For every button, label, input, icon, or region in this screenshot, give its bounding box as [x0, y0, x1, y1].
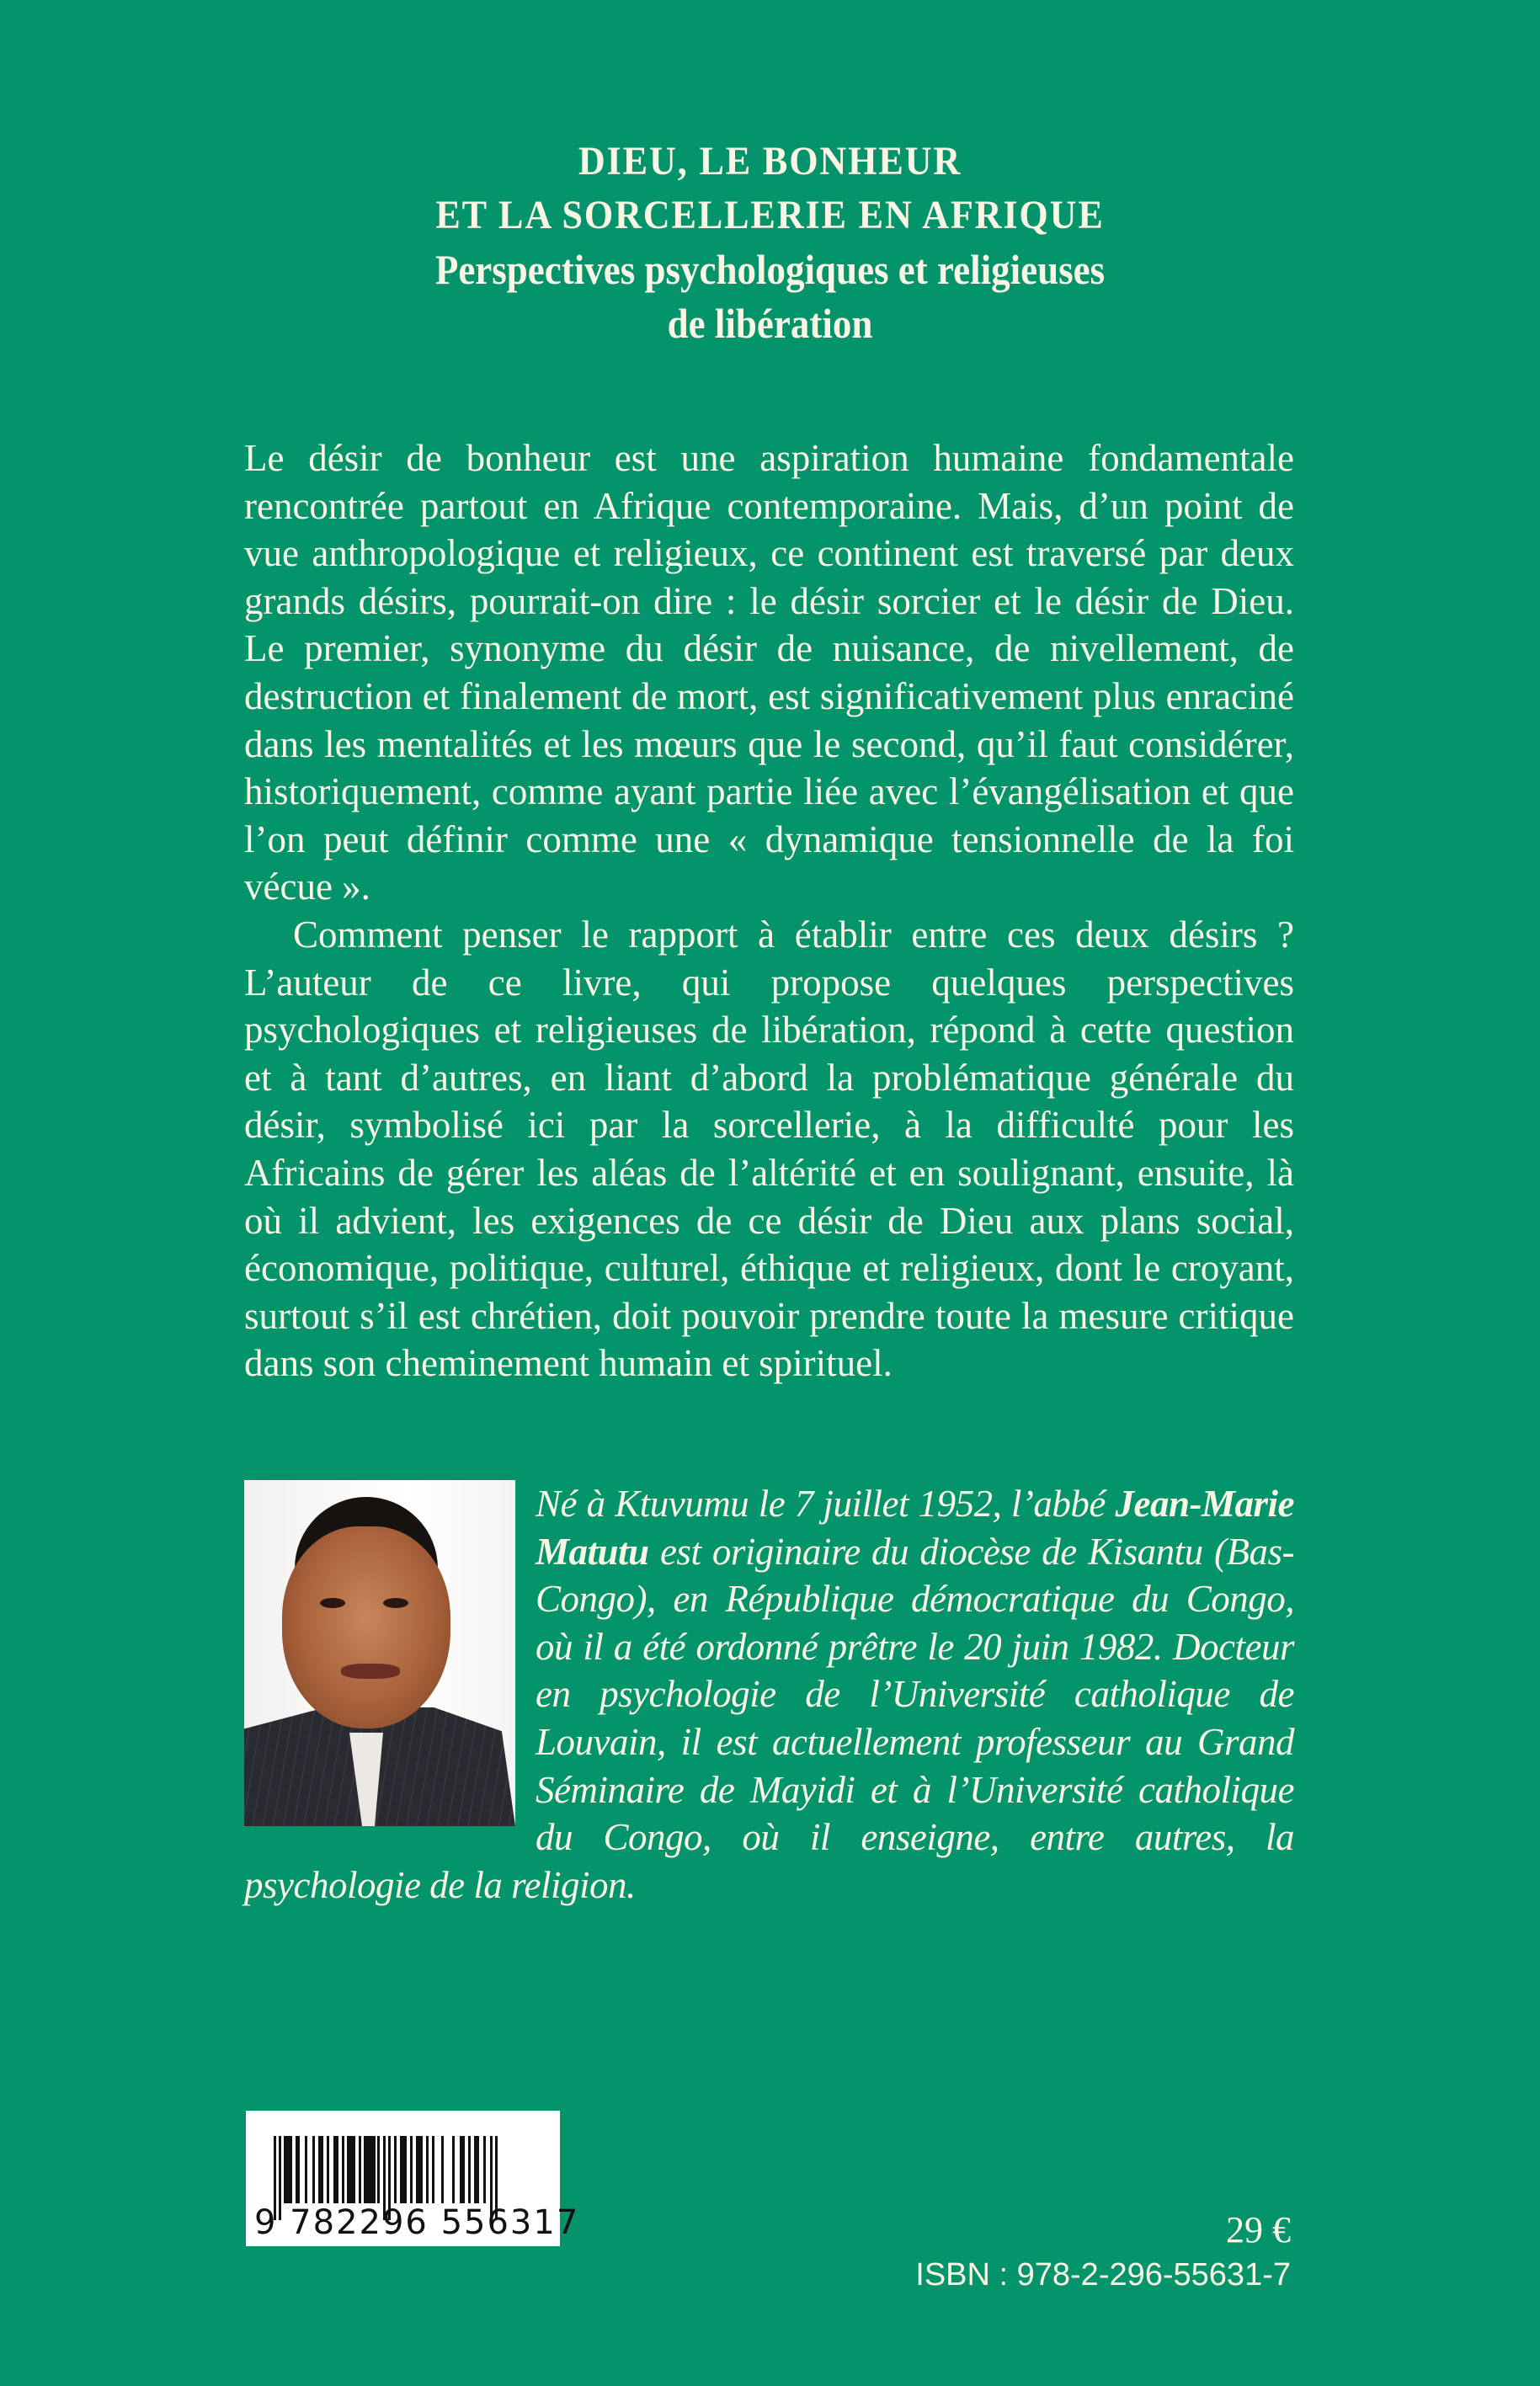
author-bio-rest: est originaire du diocèse de Kisantu (Bas-Congo), en République démocratique du Congo, où il a été ordonné prêtre le 20 juin 1982. Docteur en psychologie de l’Université catholique de Louvain, il est actuellement professeur au Grand Séminaire de Mayidi et à l’Université catholique du Congo, où il enseigne, entre autres, la psychologie de la religion. — [244, 1530, 1294, 1906]
author-photo-face — [282, 1526, 450, 1728]
book-title-block — [0, 135, 1540, 350]
isbn-number: ISBN : 978-2-296-55631-7 — [915, 2257, 1291, 2293]
isbn-barcode — [246, 2111, 580, 2246]
author-photo — [244, 1480, 515, 1826]
author-photo-eye-right — [383, 1598, 408, 1608]
price: 29 € — [1226, 2209, 1291, 2250]
barcode-digits: 9 782296 556317 — [254, 2203, 580, 2242]
author-section — [244, 1480, 1294, 1909]
author-bio-intro: Né à Ktuvumu le 7 juillet 1952, l’abbé — [536, 1483, 1116, 1525]
author-photo-eye-left — [320, 1598, 345, 1608]
blurb-paragraph-2: Comment penser le rapport à établir entre ces deux désirs ? L’auteur de ce livre, qui propose quelques perspectives psychologiques et religieuses de libération, répond à cette question et à tant d’autres, en liant d’abord la problématique générale du désir, symbolisé ici par la sorcellerie, à la difficulté pour les Africains de gérer les aléas de l’altérité et en soulignant, ensuite, là où il advient, les exigences de ce désir de Dieu aux plans social, économique, politique, culturel, éthique et religieux, dont le croyant, surtout s’il est chrétien, doit pouvoir prendre toute la mesure critique dans son cheminement humain et spirituel. — [244, 913, 1294, 1385]
back-cover-blurb — [244, 434, 1294, 1387]
author-name: Jean-Marie Matutu — [536, 1483, 1294, 1573]
book-title-line-2: ET LA SORCELLERIE EN AFRIQUE — [435, 193, 1105, 237]
book-title-line-1: DIEU, LE BONHEUR — [578, 139, 962, 184]
book-subtitle-line-1: Perspectives psychologiques et religieuses — [434, 246, 1106, 293]
book-subtitle-line-2: de libération — [667, 300, 873, 347]
author-photo-mouth — [341, 1664, 400, 1679]
blurb-paragraph-1: Le désir de bonheur est une aspiration humaine fondamentale rencontrée partout en Afrique contemporaine. Mais, d’un point de vue anthropologique et religieux, ce continent est traversé par deux grands désirs, pourrait-on dire : le désir sorcier et le désir de Dieu. Le premier, synonyme du désir de nuisance, de nivellement, de destruction et finalement de mort, est significativement plus enraciné dans les mentalités et les mœurs que le second, qu’il faut considérer, historiquement, comme ayant partie liée avec l’évangélisation et que l’on peut définir comme une « dynamique tensionnelle de la foi vécue ». — [244, 437, 1294, 908]
